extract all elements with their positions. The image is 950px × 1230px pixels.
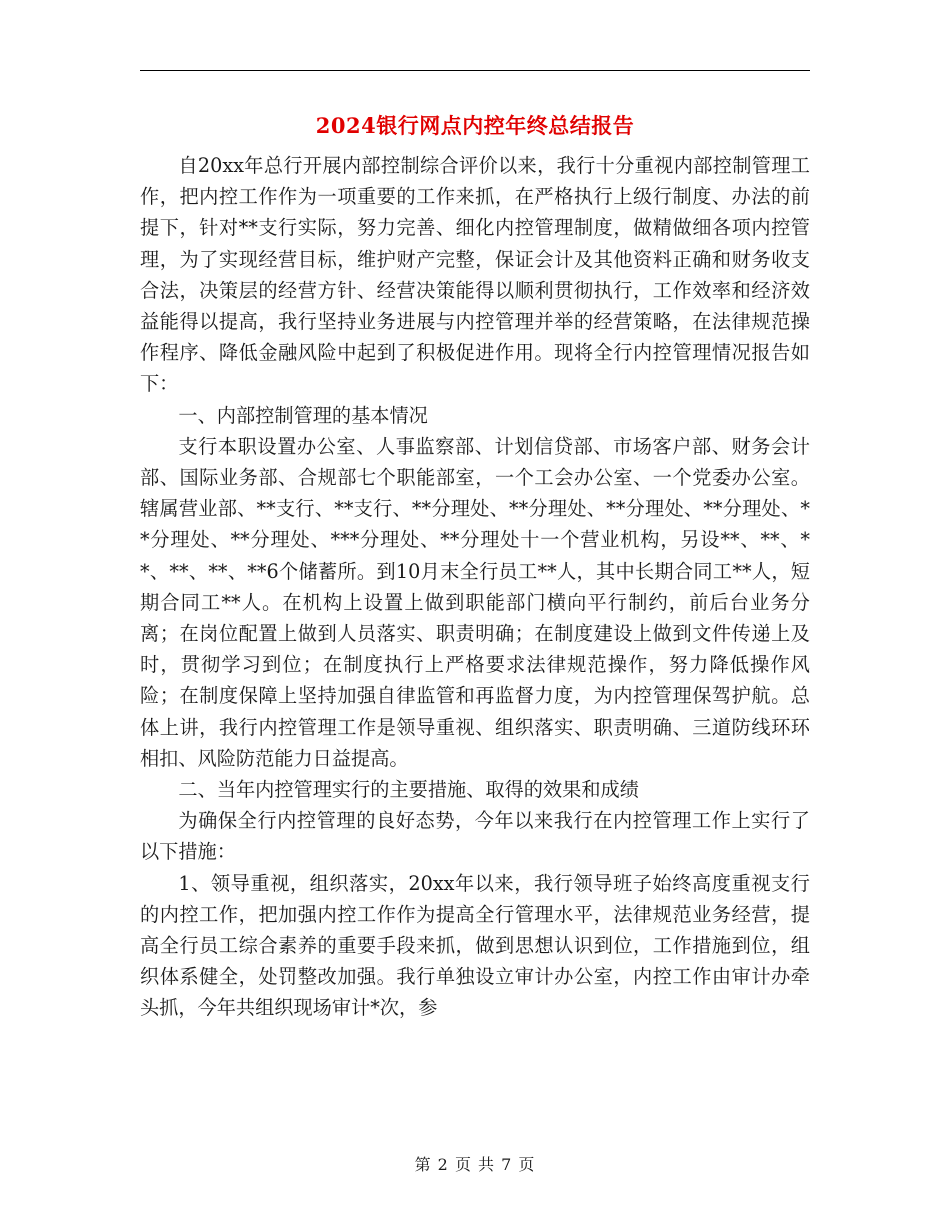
section-heading-1: 一、内部控制管理的基本情况 (178, 403, 428, 427)
paragraph-basic-situation: 支行本职设置办公室、人事监察部、计划信贷部、市场客户部、财务会计部、国际业务部、合规部七个职能部室，一个工会办公室、一个党委办公室。辖属营业部、**支行、**支行、**分理处、**分理处、**分理处、**分理处、**分理处、**分理处、***分理处、**分理处十一个营业机构，另设**、**、**、**、**、**6个储蓄所。到10月末全行员工**人，其中长期合同工**人，短期合同工**人。在机构上设置上做到职能部门横向平行制约，前后台业务分离；在岗位配置上做到人员落实、职责明确；在制度建设上做到文件传递上及时，贯彻学习到位；在制度执行上严格要求法律规范操作，努力降低操作风险；在制度保障上坚持加强自律监管和再监督力度，为内控管理保驾护航。总体上讲，我行内控管理工作是领导重视、组织落实、职责明确、三道防线环环相扣、风险防范能力日益提高。 (140, 434, 810, 770)
document-body (140, 150, 810, 1024)
page-number: 第 2 页 共 7 页 (414, 1155, 536, 1174)
paragraph-measures-intro: 为确保全行内控管理的良好态势，今年以来我行在内控管理工作上实行了以下措施： (140, 809, 810, 864)
paragraph-intro: 自20xx年总行开展内部控制综合评价以来，我行十分重视内部控制管理工作，把内控工作作为一项重要的工作来抓，在严格执行上级行制度、办法的前提下，针对**支行实际，努力完善、细化内控管理制度，做精做细各项内控管理，为了实现经营目标，维护财产完整，保证会计及其他资料正确和财务收支合法，决策层的经营方针、经营决策能得以顺利贯彻执行，工作效率和经济效益能得以提高，我行坚持业务进展与内控管理并举的经营策略，在法律规范操作程序、降低金融风险中起到了积极促进作用。现将全行内控管理情况报告如下： (140, 154, 810, 396)
header-rule (140, 70, 810, 71)
paragraph-measure-1: 1、领导重视，组织落实，20xx年以来，我行领导班子始终高度重视支行的内控工作，把加强内控工作作为提高全行管理水平，法律规范业务经营，提高全行员工综合素养的重要手段来抓，做到思想认识到位，工作措施到位，组织体系健全，处罚整改加强。我行单独设立审计办公室，内控工作由审计办牵头抓，今年共组织现场审计*次，参 (140, 871, 810, 1020)
section-heading-2: 二、当年内控管理实行的主要措施、取得的效果和成绩 (178, 778, 639, 802)
document-title: 2024银行网点内控年终总结报告 (315, 113, 635, 138)
